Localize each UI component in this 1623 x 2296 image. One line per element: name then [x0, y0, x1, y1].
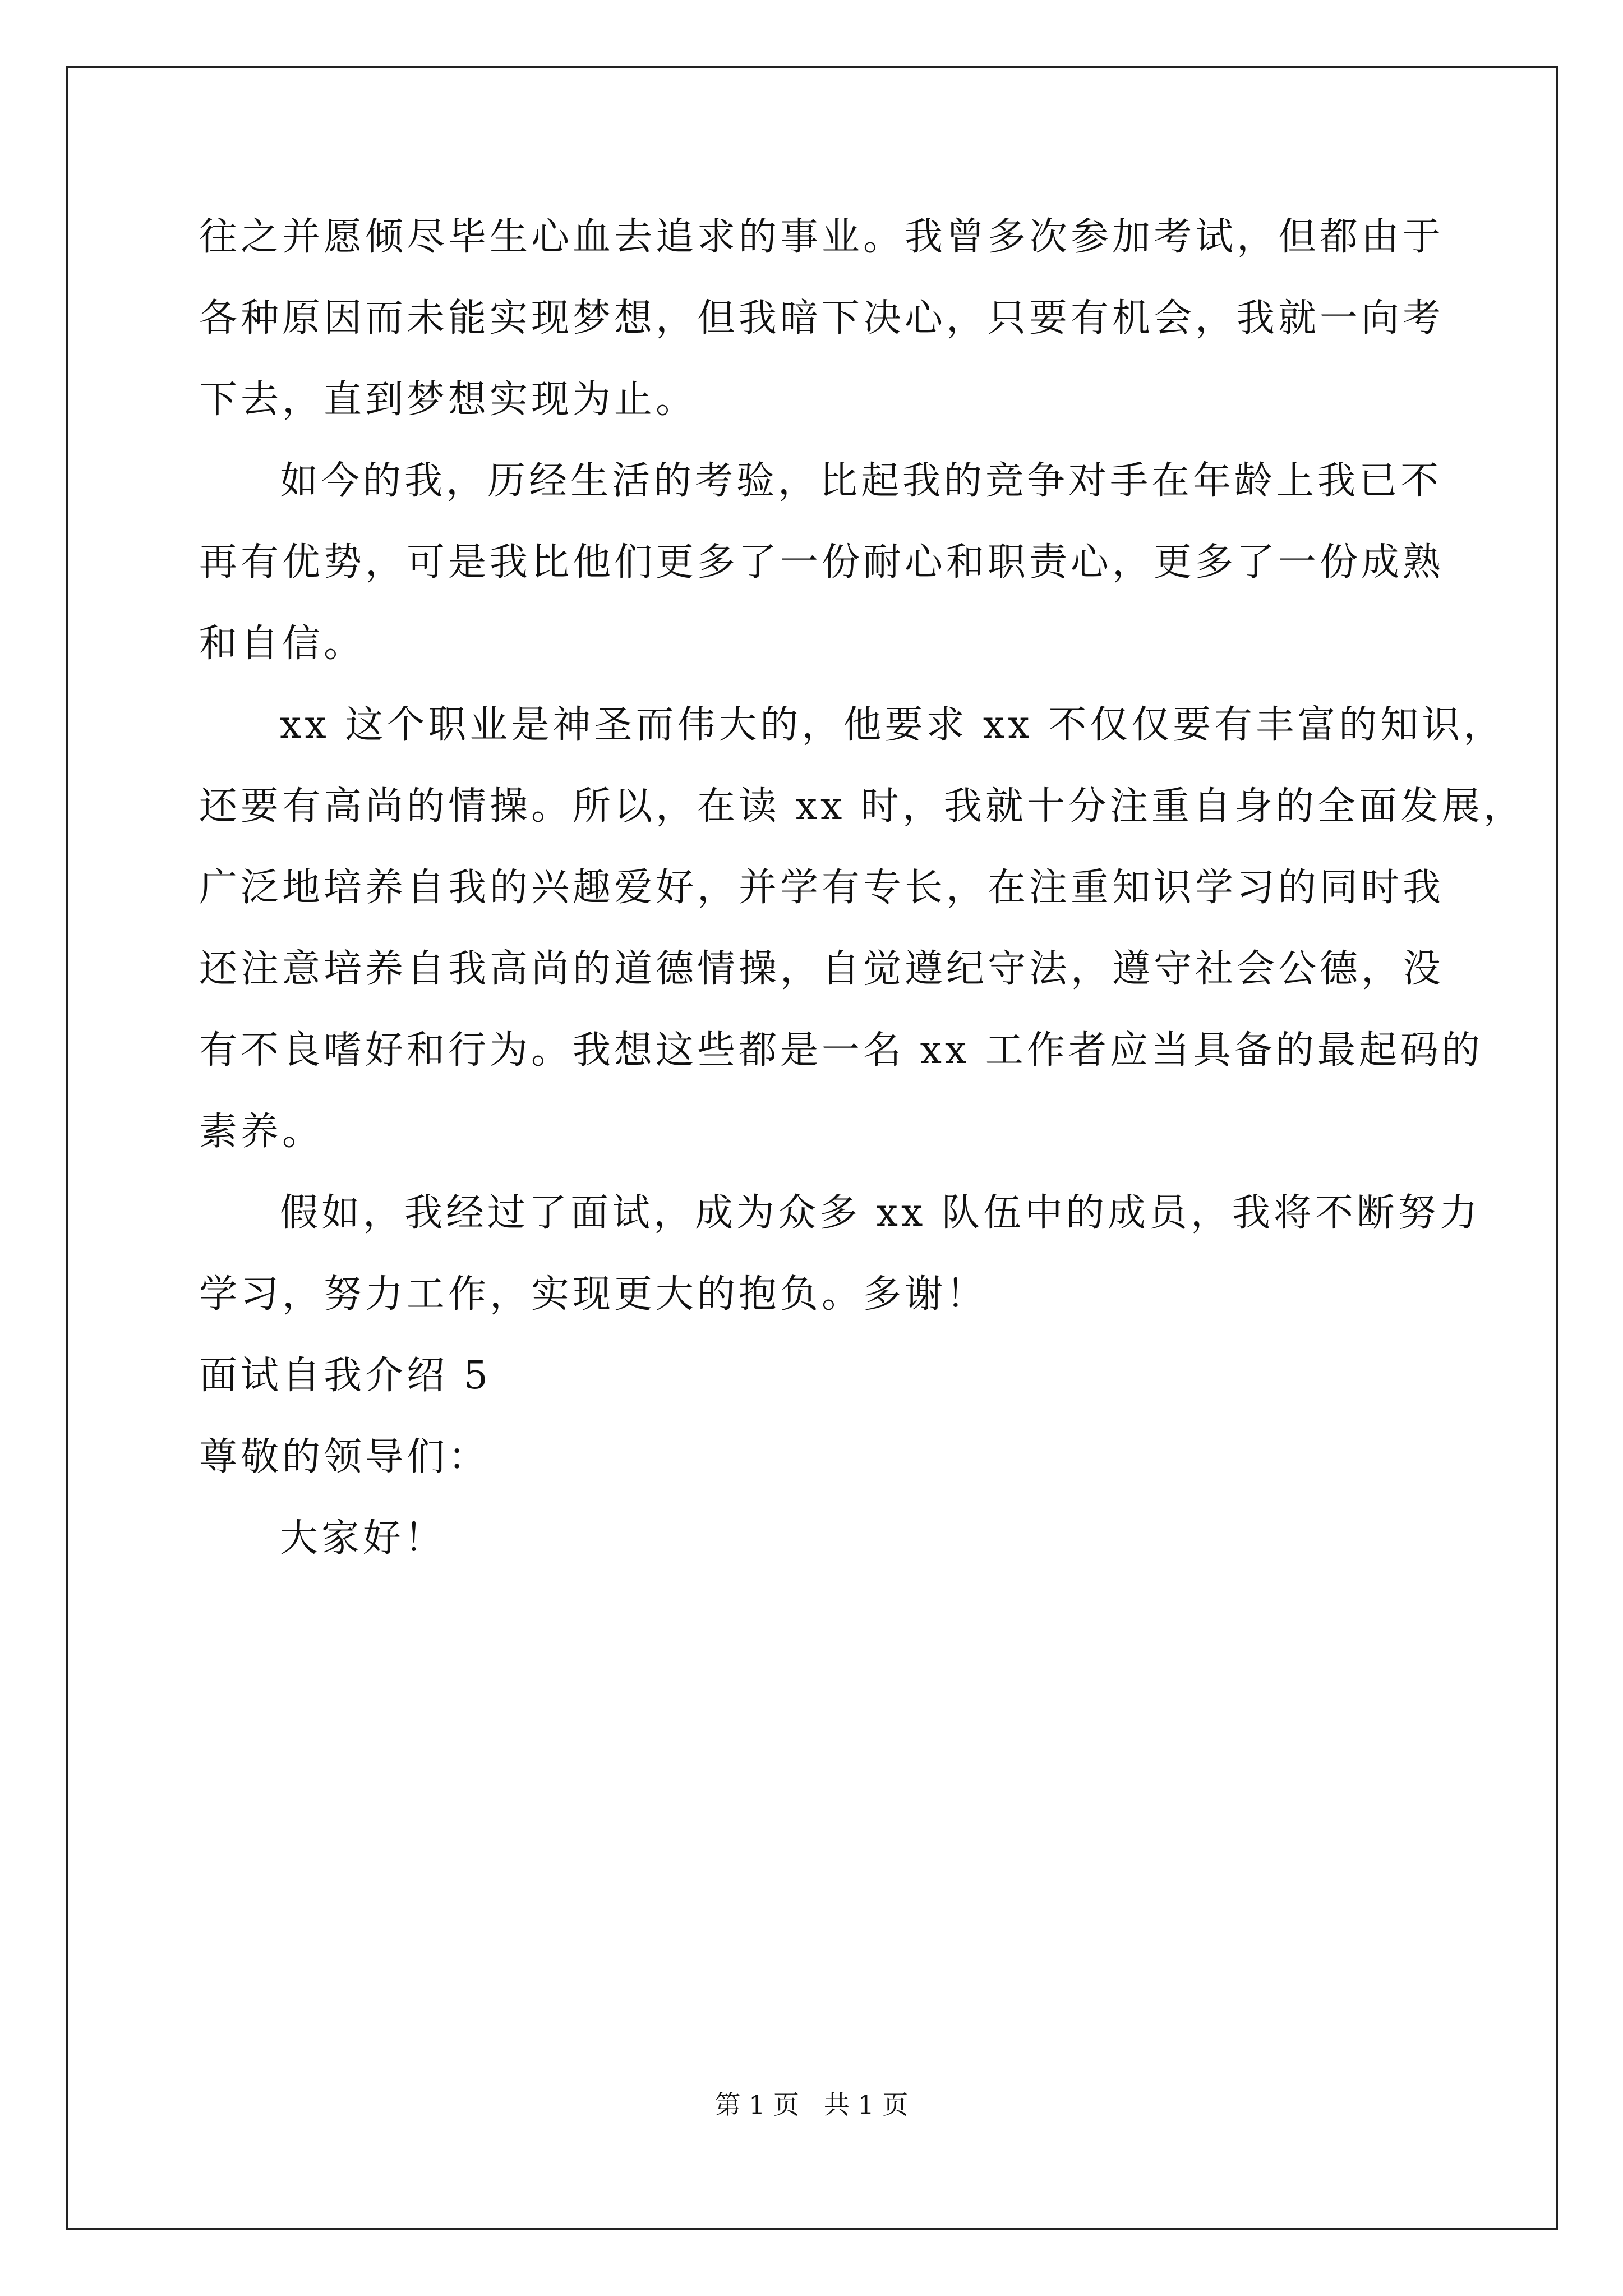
text-line: 学习，努力工作，实现更大的抱负。多谢！ — [199, 1272, 988, 1317]
text-line: 下去，直到梦想实现为止。 — [199, 378, 698, 422]
text-line: 还要有高尚的情操。所以，在读 xx 时，我就十分注重自身的全面发展， — [199, 784, 1525, 829]
page-footer: 第 1 页 共 1 页 — [714, 2090, 909, 2120]
text-line: 广泛地培养自我的兴趣爱好，并学有专长，在注重知识学习的同时我 — [199, 866, 1445, 910]
text-line: 有不良嗜好和行为。我想这些都是一名 xx 工作者应当具备的最起码的 — [199, 1028, 1483, 1073]
paragraph-start-line: xx 这个职业是神圣而伟大的，他要求 xx 不仅仅要有丰富的知识， — [280, 703, 1505, 747]
text-line: 各种原因而未能实现梦想，但我暗下决心，只要有机会，我就一向考 — [199, 296, 1445, 341]
salutation: 尊敬的领导们： — [199, 1435, 490, 1479]
text-line: 再有优势，可是我比他们更多了一份耐心和职责心，更多了一份成熟 — [199, 540, 1445, 585]
section-heading: 面试自我介绍 5 — [199, 1354, 491, 1398]
paragraph-start-line: 假如，我经过了面试，成为众多 xx 队伍中的成员，我将不断努力 — [280, 1191, 1481, 1235]
text-line: 往之并愿倾尽毕生心血去追求的事业。我曾多次参加考试，但都由于 — [199, 215, 1445, 259]
text-line: 和自信。 — [199, 622, 366, 666]
paragraph-start-line: 如今的我，历经生活的考验，比起我的竞争对手在年龄上我已不 — [280, 459, 1442, 503]
text-line: 素养。 — [199, 1110, 324, 1154]
greeting: 大家好！ — [280, 1516, 446, 1561]
text-line: 还注意培养自我高尚的道德情操，自觉遵纪守法，遵守社会公德，没 — [199, 947, 1445, 991]
